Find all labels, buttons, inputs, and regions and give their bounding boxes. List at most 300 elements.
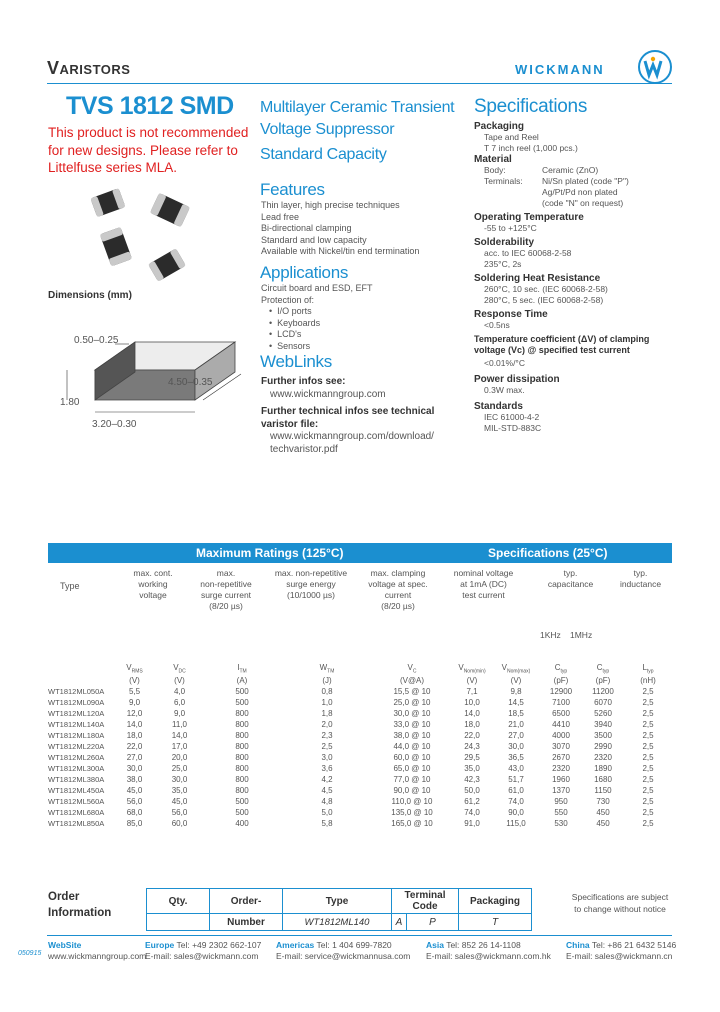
freq-1khz: 1KHz: [540, 630, 561, 640]
table-cell: 29,5: [464, 752, 480, 762]
unit-cell: (V): [174, 675, 185, 685]
col-head-line: current: [384, 590, 412, 600]
table-cell: 4,8: [321, 796, 333, 806]
table-cell: 800: [235, 730, 249, 740]
symbol-main: L: [642, 663, 647, 672]
feature-item: Standard and low capacity: [261, 234, 367, 245]
table-cell: 11200: [592, 686, 614, 696]
dimensions-title: Dimensions (mm): [48, 290, 132, 301]
table-cell: 18,0: [464, 719, 480, 729]
applications-heading: Applications: [260, 263, 349, 282]
table-cell: 11,0: [172, 719, 187, 729]
table-cell: 36,5: [508, 752, 524, 762]
table-cell: 2,5: [642, 708, 654, 718]
footer-website: [48, 940, 146, 962]
spec-heat-heading: Soldering Heat Resistance: [474, 273, 601, 284]
table-right-title: Specifications (25°C): [488, 546, 608, 560]
symbol-main: V: [126, 663, 132, 672]
col-head-line: (8/20 µs): [209, 601, 243, 611]
table-cell: 24,3: [464, 741, 480, 751]
table-cell: 60,0 @ 10: [393, 752, 431, 762]
order-head-terminal: Terminal Code: [392, 889, 459, 914]
table-cell: 5,8: [321, 818, 333, 828]
weblinks-tech-url[interactable]: www.wickmanngroup.com/download/: [270, 431, 434, 442]
table-cell: 6500: [552, 708, 570, 718]
order-label-line: Information: [48, 907, 112, 919]
weblinks-block: [261, 376, 434, 456]
col-head-line: max. clamping: [370, 568, 426, 578]
symbol-sub: typ: [646, 668, 654, 675]
table-cell: 135,0 @ 10: [391, 807, 433, 817]
footer-region: Asia: [426, 940, 444, 950]
table-cell: 400: [235, 818, 249, 828]
footer-line: [566, 940, 676, 951]
table-cell: 10,0: [464, 697, 480, 707]
table-row: [48, 697, 672, 708]
table-cell: 30,0 @ 10: [393, 708, 431, 718]
spec-key: Terminals:: [484, 176, 523, 186]
table-cell: 61,0: [508, 785, 524, 795]
weblinks-heading: WebLinks: [260, 352, 332, 371]
table-cell: 500: [235, 796, 249, 806]
part-number-cell: WT1812ML220A: [48, 741, 105, 751]
symbol-sub: TM: [239, 668, 247, 675]
footer-mail[interactable]: E-mail: sales@wickmann.cn: [566, 951, 673, 961]
table-cell: 2670: [552, 752, 570, 762]
unit-cell: (V@A): [399, 675, 425, 685]
table-cell: 3,6: [321, 763, 333, 773]
table-cell: 91,0: [464, 818, 480, 828]
symbol-sub: DC: [178, 668, 186, 675]
application-item: • Keyboards: [269, 317, 321, 328]
table-cell: 5,5: [128, 686, 141, 696]
order-table: [146, 888, 532, 931]
table-cell: 50,0: [464, 785, 480, 795]
col-head-clamping-voltage: [358, 568, 438, 612]
symbol-cell: [452, 663, 492, 675]
specs-heading: Specifications: [474, 96, 588, 117]
subtitle-line: Standard Capacity: [260, 146, 387, 163]
table-header-bar: [48, 543, 672, 563]
table-row: [48, 708, 672, 719]
specs-block: [474, 121, 704, 434]
spec-material: [474, 165, 704, 209]
part-number-cell: WT1812ML380A: [48, 774, 105, 784]
unit-cell: (pF): [595, 675, 611, 685]
table-cell: 14,0: [464, 708, 480, 718]
dim-depth-label: 3.20–0.30: [92, 419, 137, 430]
part-number-cell: WT1812ML120A: [48, 708, 105, 718]
spec-power: 0.3W max.: [484, 385, 525, 395]
col-head-inductance: [613, 568, 668, 590]
table-cell: 2,5: [642, 785, 654, 795]
spec-material-heading: Material: [474, 154, 512, 165]
table-cell: 90,0 @ 10: [393, 785, 431, 795]
table-cell: 1,8: [321, 708, 333, 718]
order-label-line: Order: [48, 891, 80, 903]
footer-mail[interactable]: E-mail: sales@wickmann.com.hk: [426, 951, 551, 961]
freq-1mhz: 1MHz: [570, 630, 593, 640]
table-cell: 56,0: [126, 796, 143, 806]
table-cell: 2,5: [642, 807, 654, 817]
footer-rule: [47, 935, 672, 936]
table-column-heads: [48, 563, 672, 663]
weblinks-tech-url[interactable]: techvaristor.pdf: [270, 443, 338, 455]
product-notice: [48, 124, 248, 177]
table-cell: 9,0: [128, 697, 141, 707]
footer-tel: Tel: +86 21 6432 5146: [591, 940, 677, 950]
table-cell: 115,0: [506, 818, 526, 828]
col-head-working-voltage: [118, 568, 188, 601]
table-cell: 2,5: [642, 818, 654, 828]
table-left-title: Maximum Ratings (125°C): [196, 546, 344, 560]
footer-china: [566, 940, 676, 962]
table-cell: 550: [554, 807, 568, 817]
table-cell: 2320: [552, 763, 570, 773]
header-rule: [47, 83, 672, 84]
spec-op-temp-heading: Operating Temperature: [474, 212, 584, 223]
spec-value: Ceramic (ZnO): [542, 165, 599, 175]
col-head-line: non-repetitive: [200, 579, 252, 589]
notice-line: for new designs. Please refer to: [48, 142, 238, 158]
feature-item: Lead free: [261, 211, 300, 222]
col-head-line: max. cont.: [133, 568, 173, 578]
table-cell: 3,0: [321, 752, 333, 762]
symbol-cell: [372, 663, 452, 675]
spec-response: <0.5ns: [484, 320, 510, 330]
table-cell: 800: [235, 719, 249, 729]
table-cell: 5,0: [321, 807, 333, 817]
table-cell: 3500: [594, 730, 612, 740]
table-cell: 800: [235, 763, 249, 773]
table-cell: 800: [235, 774, 249, 784]
table-cell: 1890: [594, 763, 612, 773]
order-code-t: T: [459, 914, 532, 931]
col-head-line: at 1mA (DC): [460, 579, 507, 589]
table-row: [48, 730, 672, 741]
table-cell: 25,0: [171, 763, 188, 773]
table-cell: 800: [235, 785, 249, 795]
table-cell: 2,5: [321, 741, 333, 751]
spec-value: Ni/Sn plated (code "P"): [542, 176, 629, 186]
spec-standards-heading: Standards: [474, 401, 523, 412]
product-title: TVS 1812 SMD: [66, 92, 234, 120]
brand-logo: [638, 50, 672, 84]
symbol-cell: [492, 663, 540, 675]
footer-code: 050915: [18, 950, 42, 957]
application-item: • I/O ports: [269, 306, 312, 316]
col-head-line: nominal voltage: [453, 568, 514, 578]
spec-line: IEC 61000-4-2: [484, 412, 540, 422]
weblinks-more-label: Further infos see:: [261, 376, 346, 387]
unit-cell: (J): [322, 675, 332, 685]
spec-line: [484, 165, 704, 176]
spec-line: [484, 176, 704, 187]
features-heading: Features: [260, 180, 325, 199]
spec-line: (code "N" on request): [542, 198, 624, 208]
order-head-type: Type: [283, 889, 392, 914]
applications-list: [261, 283, 373, 352]
table-cell: 500: [235, 686, 249, 696]
table-cell: 22,0: [126, 741, 143, 751]
order-qty-cell: [147, 914, 210, 931]
table-row: [48, 741, 672, 752]
table-cell: 500: [235, 807, 249, 817]
table-cell: 30,0: [171, 774, 188, 784]
table-cell: 77,0 @ 10: [393, 774, 431, 784]
table-cell: 500: [235, 697, 249, 707]
table-cell: 27,0: [126, 752, 143, 762]
table-cell: 14,0: [171, 730, 188, 740]
symbol-main: C: [596, 663, 603, 672]
table-cell: 2,5: [642, 752, 654, 762]
spec-packaging: [474, 132, 704, 154]
table-cell: 4,5: [321, 785, 333, 795]
footer-tel: Tel: 852 26 14-1108: [446, 940, 521, 950]
units-row: [48, 675, 672, 686]
footer-americas: [276, 940, 410, 962]
table-cell: 22,0: [464, 730, 480, 740]
application-intro: Protection of:: [261, 294, 315, 305]
order-head-packaging: Packaging: [459, 889, 532, 914]
table-cell: 56,0: [171, 807, 188, 817]
footer-region: Americas: [276, 940, 315, 950]
table-cell: 2,5: [642, 796, 654, 806]
application-item: • LCD's: [269, 329, 302, 339]
weblinks-tech-label: varistor file:: [261, 418, 319, 430]
order-code-a: A: [392, 914, 407, 931]
table-cell: 2,5: [642, 686, 654, 696]
spec-tc: <0.01%/°C: [484, 358, 525, 368]
table-cell: 6070: [594, 697, 612, 707]
symbol-cell: [624, 663, 672, 675]
footer-asia: [426, 940, 551, 962]
table-cell: 14,0: [126, 719, 143, 729]
symbol-main: V: [407, 663, 413, 672]
ratings-data: [48, 663, 672, 829]
symbol-sub: Nom(max): [507, 668, 531, 675]
col-head-line: voltage at spec.: [368, 579, 428, 589]
symbol-main: I: [237, 663, 240, 672]
table-cell: 7,1: [466, 686, 478, 696]
spec-response-heading: Response Time: [474, 309, 548, 320]
table-row: [48, 686, 672, 697]
part-number-cell: WT1812ML140A: [48, 719, 105, 729]
footer-line: [145, 940, 261, 951]
subtitle: [260, 97, 454, 166]
col-head-line: max. non-repetitive: [274, 568, 348, 578]
part-number-cell: WT1812ML450A: [48, 785, 105, 795]
table-cell: 4000: [552, 730, 570, 740]
category-rest: ARISTORS: [59, 62, 131, 77]
footer-mail[interactable]: E-mail: service@wickmannusa.com: [276, 951, 411, 961]
symbol-sub: typ: [602, 668, 610, 675]
col-head-capacitance: [533, 568, 608, 590]
table-cell: 2,0: [321, 719, 333, 729]
table-cell: 450: [596, 818, 610, 828]
table-cell: 44,0 @ 10: [393, 741, 431, 751]
col-head-type: Type: [60, 581, 80, 591]
spec-line: acc. to IEC 60068-2-58: [484, 248, 572, 258]
spec-solder: [474, 248, 704, 270]
symbol-cell: [582, 663, 624, 675]
col-head-line: surge energy: [286, 579, 336, 589]
table-cell: 730: [596, 796, 610, 806]
application-item-label: LCD's: [277, 329, 302, 339]
table-cell: 5260: [594, 708, 612, 718]
spec-tc-heading: [474, 334, 704, 356]
spec-standards: [474, 412, 704, 434]
table-cell: 950: [554, 796, 568, 806]
table-cell: 2,5: [642, 730, 654, 740]
table-cell: 27,0: [508, 730, 524, 740]
col-head-line: working: [138, 579, 168, 589]
spec-line: MIL-STD-883C: [484, 423, 542, 433]
table-cell: 2,5: [642, 719, 654, 729]
order-number-label: Number: [210, 914, 283, 931]
table-cell: 1150: [594, 785, 612, 795]
footer-region: China: [566, 940, 590, 950]
table-cell: 12900: [549, 686, 573, 696]
table-row: [48, 774, 672, 785]
symbol-sub: Nom(min): [463, 668, 486, 675]
part-number-cell: WT1812ML050A: [48, 686, 105, 696]
table-cell: 800: [235, 708, 249, 718]
table-row: [48, 752, 672, 763]
table-cell: 0,8: [321, 686, 333, 696]
part-number-cell: WT1812ML850A: [48, 818, 105, 828]
table-cell: 17,0: [171, 741, 188, 751]
application-item: • Sensors: [269, 340, 311, 351]
footer-line: [276, 940, 410, 951]
col-head-line: max.: [216, 568, 236, 578]
part-number-cell: WT1812ML680A: [48, 807, 105, 817]
part-number-cell: WT1812ML180A: [48, 730, 105, 740]
table-cell: 25,0 @ 10: [393, 697, 431, 707]
spec-key: Body:: [484, 165, 506, 175]
table-cell: 1960: [552, 774, 570, 784]
table-cell: 2,5: [642, 697, 654, 707]
spec-line: 260°C, 10 sec. (IEC 60068-2-58): [484, 284, 608, 294]
table-cell: 38,0: [126, 774, 143, 784]
symbol-sub: TM: [327, 668, 335, 675]
table-cell: 74,0: [508, 796, 524, 806]
table-cell: 43,0: [508, 763, 524, 773]
spec-solder-heading: Solderability: [474, 237, 535, 248]
table-cell: 15,5 @ 10: [393, 686, 431, 696]
table-row: [48, 785, 672, 796]
order-label: [48, 889, 111, 921]
unit-cell: (nH): [640, 675, 656, 685]
part-number-cell: WT1812ML300A: [48, 763, 105, 773]
footer-website-url[interactable]: www.wickmanngroup.com: [48, 951, 147, 961]
table-cell: 9,8: [510, 686, 522, 696]
col-head-line: (10/1000 µs): [287, 590, 335, 600]
table-row: [48, 807, 672, 818]
feature-item: Bi-directional clamping: [261, 223, 352, 233]
table-cell: 45,0: [126, 785, 143, 795]
spec-line: Ag/Pt/Pd non plated: [542, 187, 618, 197]
order-note-line: Specifications are subject: [571, 892, 669, 902]
footer-region: Europe: [145, 940, 175, 950]
spec-power-heading: Power dissipation: [474, 374, 560, 385]
table-cell: 35,0: [171, 785, 188, 795]
table-cell: 21,0: [508, 719, 524, 729]
spec-packaging-heading: Packaging: [474, 121, 525, 132]
table-cell: 61,2: [464, 796, 480, 806]
table-cell: 18,5: [508, 708, 524, 718]
table-cell: 1,0: [321, 697, 333, 707]
table-cell: 42,3: [464, 774, 480, 784]
table-cell: 2320: [594, 752, 612, 762]
table-cell: 18,0: [126, 730, 143, 740]
table-cell: 30,0: [508, 741, 524, 751]
table-cell: 4,2: [321, 774, 333, 784]
spec-line: Temperature coefficient (ΔV) of clamping: [474, 334, 650, 344]
table-cell: 3070: [552, 741, 570, 751]
subtitle-line: Voltage Suppressor: [260, 121, 395, 138]
table-cell: 450: [596, 807, 610, 817]
table-cell: 7100: [552, 697, 570, 707]
weblinks-tech-label: Further technical infos see technical: [261, 406, 435, 417]
table-cell: 35,0: [464, 763, 480, 773]
table-cell: 165,0 @ 10: [391, 818, 433, 828]
table-cell: 45,0: [171, 796, 188, 806]
table-cell: 60,0: [171, 818, 188, 828]
table-cell: 1680: [594, 774, 612, 784]
footer-europe: [145, 940, 261, 962]
spec-line: Tape and Reel: [484, 132, 539, 142]
table-cell: 2990: [594, 741, 612, 751]
table-cell: 33,0 @ 10: [393, 719, 431, 729]
table-cell: 51,7: [508, 774, 524, 784]
table-cell: 38,0 @ 10: [393, 730, 431, 740]
symbol-sub: C: [412, 668, 417, 675]
feature-item: Available with Nickel/tin end termination: [261, 246, 420, 256]
table-cell: 30,0: [126, 763, 143, 773]
features-list: [261, 200, 419, 258]
table-row: [48, 796, 672, 807]
application-intro: Circuit board and ESD, EFT: [261, 283, 373, 293]
weblinks-more-url[interactable]: www.wickmanngroup.com: [270, 388, 386, 400]
symbol-cell: [282, 663, 372, 675]
unit-cell: [48, 675, 112, 686]
col-head-line: inductance: [619, 579, 662, 589]
notice-line: This product is not recommended: [48, 125, 249, 140]
table-cell: 2,5: [642, 741, 654, 751]
order-code-p: P: [407, 914, 459, 931]
table-cell: 800: [235, 752, 249, 762]
table-cell: 74,0: [464, 807, 480, 817]
spec-heat: [474, 284, 704, 306]
table-cell: 9,0: [173, 708, 186, 718]
part-number-cell: WT1812ML560A: [48, 796, 105, 806]
unit-cell: (V): [466, 675, 478, 685]
table-cell: 4,0: [173, 686, 186, 696]
symbol-cell: [157, 663, 202, 675]
footer-website-label: WebSite: [48, 940, 82, 950]
symbol-cell: [202, 663, 282, 675]
col-head-line: voltage: [139, 590, 167, 600]
category-first-letter: V: [47, 58, 60, 78]
symbol-main: V: [173, 663, 179, 672]
application-item-label: Keyboards: [277, 317, 321, 328]
footer-mail[interactable]: E-mail: sales@wickmann.com: [145, 951, 259, 961]
col-head-line: test current: [462, 590, 505, 600]
order-head-qty: Qty.: [147, 889, 210, 914]
part-number-cell: WT1812ML260A: [48, 752, 105, 762]
table-cell: 65,0 @ 10: [393, 763, 431, 773]
